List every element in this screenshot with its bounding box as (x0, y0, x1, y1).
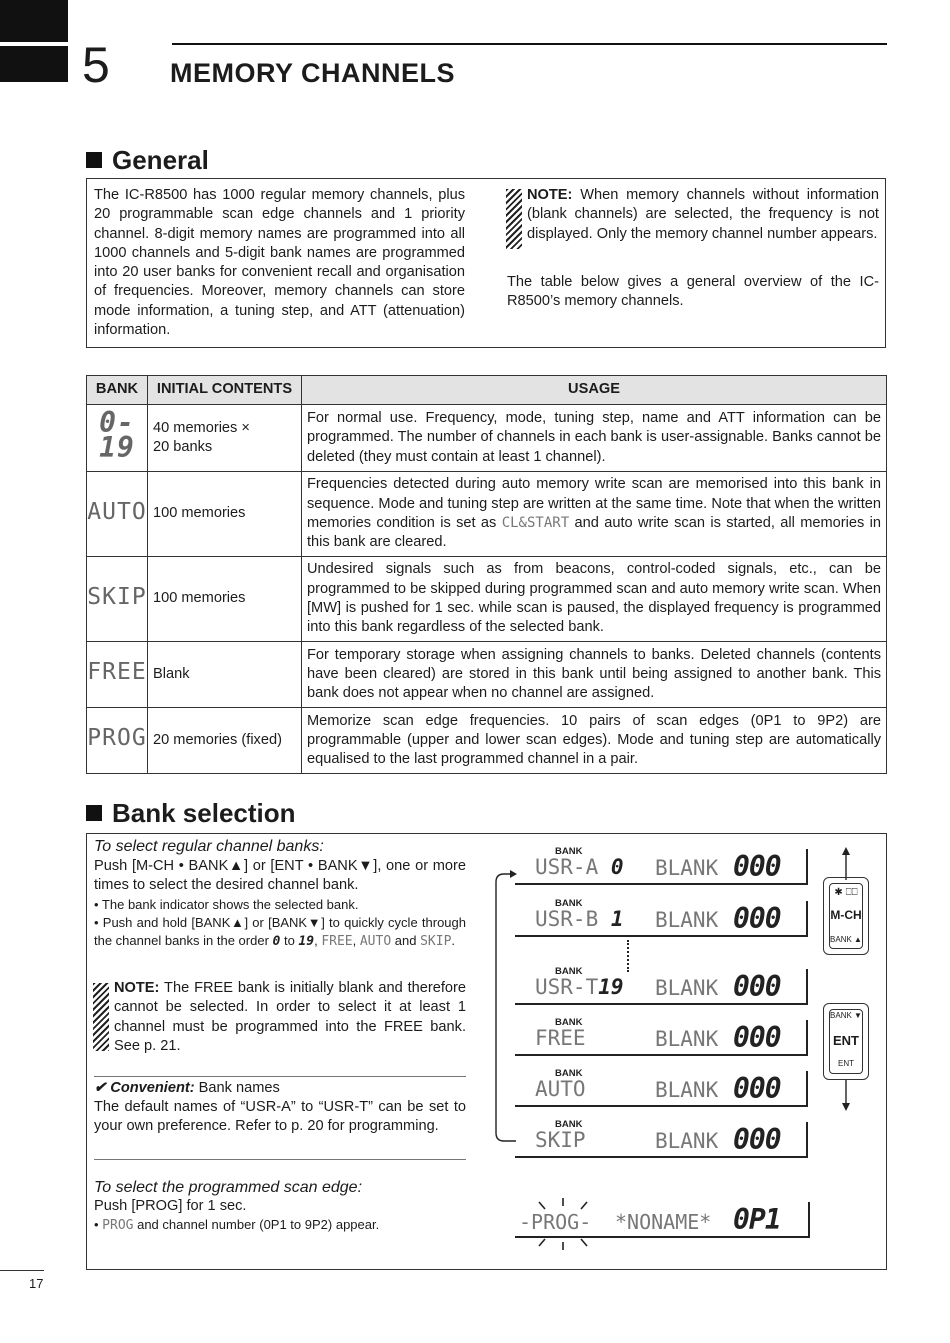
lcd-number: 000 (733, 902, 781, 935)
lcd-blank: BLANK (655, 1078, 719, 1102)
chapter-number: 5 (82, 37, 110, 93)
lcd-name (535, 907, 624, 931)
lcd-blank: BLANK (655, 1129, 719, 1153)
divider (94, 1076, 466, 1077)
lcd-name: FREE (535, 1026, 586, 1050)
bank-label: BANK (555, 898, 583, 909)
lcd-blank: BLANK (655, 976, 719, 1000)
usage-cell: Memorize scan edge frequencies. 10 pairs of scan edges (0P1 to 9P2) are programmable (upper and lower scan edges). Mode and tuning step are automatically equalised to the last programmed channel in a pair. (302, 708, 887, 774)
table-row (87, 472, 887, 557)
usage-text: Frequencies detected during auto memory write scan are memorised into this bank in sequence. Mode and tuning step are written at the same time. Note that when the written memories condition is set as (307, 476, 881, 531)
lcd-row-usr-t (515, 966, 808, 1005)
bank-cell (87, 708, 148, 774)
lcd-row-skip (515, 1119, 808, 1158)
initial-cell: 20 memories (fixed) (148, 708, 302, 774)
lcd-edge (806, 901, 808, 937)
key-top-label: ✱ ⎕⎕ (834, 887, 858, 898)
lcd-edge (806, 969, 808, 1005)
note-text: When memory channels without information (blank channels) are selected, the frequency is not displayed. Only the memory channel number appears. (527, 187, 879, 242)
lcd-name: AUTO (535, 1077, 586, 1101)
table-row (87, 405, 887, 472)
push-instruction: Push [M-CH • BANK▲] or [ENT • BANK▼], one or more times to select the desired channel bank. (94, 858, 466, 894)
lcd-number: 0P1 (733, 1203, 781, 1236)
usage-text: and auto write scan is started, all memories in this bank are cleared. (307, 515, 881, 551)
bank-cell (87, 472, 148, 557)
memory-channel-table (86, 375, 887, 774)
lcd-name (535, 975, 624, 999)
mch-bank-up-key[interactable] (823, 877, 869, 955)
general-note (527, 186, 879, 244)
general-body: The IC-R8500 has 1000 regular memory channels, plus 20 programmable scan edge channels and 1 priority channel. 8-digit memory names are programmed into all 1000 channels and 5-digit bank names are programmed into 20 user banks for convenient recall and organisation of frequencies. Moreover, memory channels can store mode information, a tuning step, and ATT (attenuation) information. (94, 187, 465, 339)
initial-cell: 100 memories (148, 557, 302, 642)
lcd-row-auto (515, 1068, 808, 1107)
regular-banks-heading: To select regular channel banks: (94, 838, 324, 855)
order-lcd-free: FREE (321, 933, 353, 949)
section-general-heading (86, 145, 209, 176)
lcd-digit: 1 (610, 907, 624, 931)
lcd-number: 000 (733, 970, 781, 1003)
section-square-icon (86, 805, 102, 821)
convenient-label: ✔ Convenient: (94, 1080, 195, 1096)
table-row (87, 557, 887, 642)
convenient-title: Bank names (198, 1080, 280, 1096)
initial-cell (148, 405, 302, 472)
lcd-edge (806, 1071, 808, 1107)
order-lcd-19: 19 (298, 933, 315, 949)
ent-bank-down-key[interactable] (823, 1003, 869, 1080)
usage-cell: For normal use. Frequency, mode, tuning step, name and ATT information can be programmed. The number of channels in each bank is user-assignable. Banks cannot be deleted (they must contain at least 1 channel). (302, 405, 887, 472)
convenient-text: The default names of “USR-A” to “USR-T” can be set to your own preference. Refer to p. 20 for programming. (94, 1099, 466, 1135)
usage-cell (302, 472, 887, 557)
table-row (87, 642, 887, 708)
scan-edge-heading: To select the programmed scan edge: (94, 1179, 363, 1196)
bank-lcd: SKIP (87, 583, 147, 610)
note-text: The FREE bank is initially blank and therefore cannot be selected. In order to select it at least 1 channel must be programmed into the FREE bank. See p. 21. (114, 980, 466, 1054)
bank-label: BANK (555, 846, 583, 857)
bank-cell (87, 642, 148, 708)
scan-edge-push: Push [PROG] for 1 sec. (94, 1198, 247, 1214)
bank-label: BANK (555, 1119, 583, 1130)
lcd-name: SKIP (535, 1128, 586, 1152)
lcd-row-prog (515, 1202, 810, 1238)
order-lcd-skip: SKIP (420, 933, 452, 949)
key-top-label: BANK ▼ (830, 1011, 862, 1020)
lcd-blank: BLANK (655, 908, 719, 932)
lcd-digit: 19 (598, 975, 624, 999)
initial-cell: Blank (148, 642, 302, 708)
bank-label: BANK (555, 1017, 583, 1028)
lcd-underline (515, 935, 808, 937)
key-main-label: ENT (833, 1033, 859, 1048)
order-lcd-auto: AUTO (359, 933, 392, 949)
usage-cell: For temporary storage when assigning channels to banks. Deleted channels (contents have been cleared) are stored in this bank until being assigned to another bank. This bank does not appear when no channel are assigned. (302, 642, 887, 708)
bullet-cycle: • Push and hold [BANK▲] or [BANK▼] to quickly cycle through the channel banks in the order 0 to 19, FREE, AUTO and SKIP. (94, 915, 466, 949)
lcd-edge (806, 1122, 808, 1158)
chapter-rule (172, 43, 887, 45)
lcd-underline (515, 1156, 808, 1158)
key-main-label: M-CH (830, 908, 862, 922)
page-number: 17 (29, 1276, 44, 1291)
bullet-text: and channel number (0P1 to 9P2) appear. (133, 1217, 380, 1232)
key-bottom-label: ENT (838, 1059, 854, 1068)
footer-rule (0, 1270, 44, 1271)
lcd-row-usr-b (515, 898, 808, 937)
section-bank-selection-title: Bank selection (112, 798, 296, 828)
bank-note (114, 979, 466, 1056)
bank-label: BANK (555, 1068, 583, 1079)
usage-cell: Undesired signals such as from beacons, control-coded signals, etc., can be programmed to be skipped during programmed scan and auto memory write scan. When [MW] is pushed for 1 sec. while scan is paused, the displayed frequency is programmed into this bank regardless of the selected bank. (302, 557, 887, 642)
lcd-edge (808, 1202, 810, 1238)
lcd-underline (515, 1054, 808, 1056)
order-lcd-0: 0 (272, 933, 281, 949)
section-square-icon (86, 152, 102, 168)
lcd-blank: BLANK (655, 1027, 719, 1051)
chapter-tab (0, 0, 68, 82)
scan-edge-bullet: • PROG and channel number (0P1 to 9P2) appear. (94, 1217, 380, 1233)
initial-cell: 100 memories (148, 472, 302, 557)
bullet-indicator: • The bank indicator shows the selected bank. (94, 897, 359, 912)
initial-text: 20 banks (153, 439, 213, 455)
table-row (87, 708, 887, 774)
note-hatch-icon (506, 189, 522, 249)
lcd-edge (806, 849, 808, 885)
lcd-number: 000 (733, 1021, 781, 1054)
bank-label: BANK (555, 966, 583, 977)
lcd-name-text: USR-B (535, 907, 599, 931)
note-hatch-icon (93, 983, 109, 1051)
lcd-underline (515, 1003, 808, 1005)
divider (94, 1159, 466, 1160)
lcd-name-text: USR-A (535, 855, 599, 879)
bullet-text: • Push and hold [BANK▲] or [BANK▼] to quickly cycle through the channel banks in the order (94, 915, 466, 948)
lcd-number: 000 (733, 1072, 781, 1105)
note-label: NOTE: (527, 187, 573, 203)
table-header: INITIAL CONTENTS (148, 376, 302, 405)
lcd-edge (806, 1020, 808, 1056)
usage-lcd-text: CL&START (501, 515, 570, 531)
lcd-underline (515, 1236, 810, 1238)
bank-cell (87, 557, 148, 642)
table-header-row (87, 376, 887, 405)
bullet-text: and (391, 932, 421, 948)
table-header: BANK (87, 376, 148, 405)
lcd-number: 000 (733, 1123, 781, 1156)
chapter-title: MEMORY CHANNELS (170, 58, 456, 88)
bank-lcd: PROG (87, 725, 147, 752)
note-label: NOTE: (114, 980, 160, 996)
down-arrow-icon (838, 1080, 854, 1112)
lcd-blank: BLANK (655, 856, 719, 880)
lcd-row-usr-a (515, 846, 808, 885)
convenient-heading (94, 1079, 466, 1098)
chapter-tab-divider (0, 42, 68, 46)
lcd-digit: 0 (610, 855, 624, 879)
lcd-name (535, 855, 624, 879)
ellipsis-dots (627, 940, 629, 972)
bank-lcd: FREE (87, 659, 147, 686)
section-general-title: General (112, 145, 209, 175)
bank-lcd: 0-19 (99, 405, 135, 464)
general-table-intro: The table below gives a general overview of the IC-R8500’s memory channels. (507, 274, 879, 310)
initial-text: 40 memories × (153, 419, 250, 436)
lcd-noname: *NONAME* (615, 1210, 712, 1234)
lcd-row-free (515, 1017, 808, 1056)
bank-lcd: AUTO (87, 498, 147, 525)
key-bottom-label: BANK ▲ (830, 935, 862, 944)
lcd-underline (515, 883, 808, 885)
lcd-prog: -PROG- (519, 1210, 592, 1234)
prog-lcd-text: PROG (102, 1218, 134, 1233)
lcd-name-text: USR-T (535, 975, 599, 999)
bullet-text: to (280, 932, 299, 948)
bank-cell (87, 405, 148, 472)
table-header: USAGE (302, 376, 887, 405)
section-bank-selection-heading (86, 798, 296, 829)
lcd-underline (515, 1105, 808, 1107)
lcd-number: 000 (733, 850, 781, 883)
